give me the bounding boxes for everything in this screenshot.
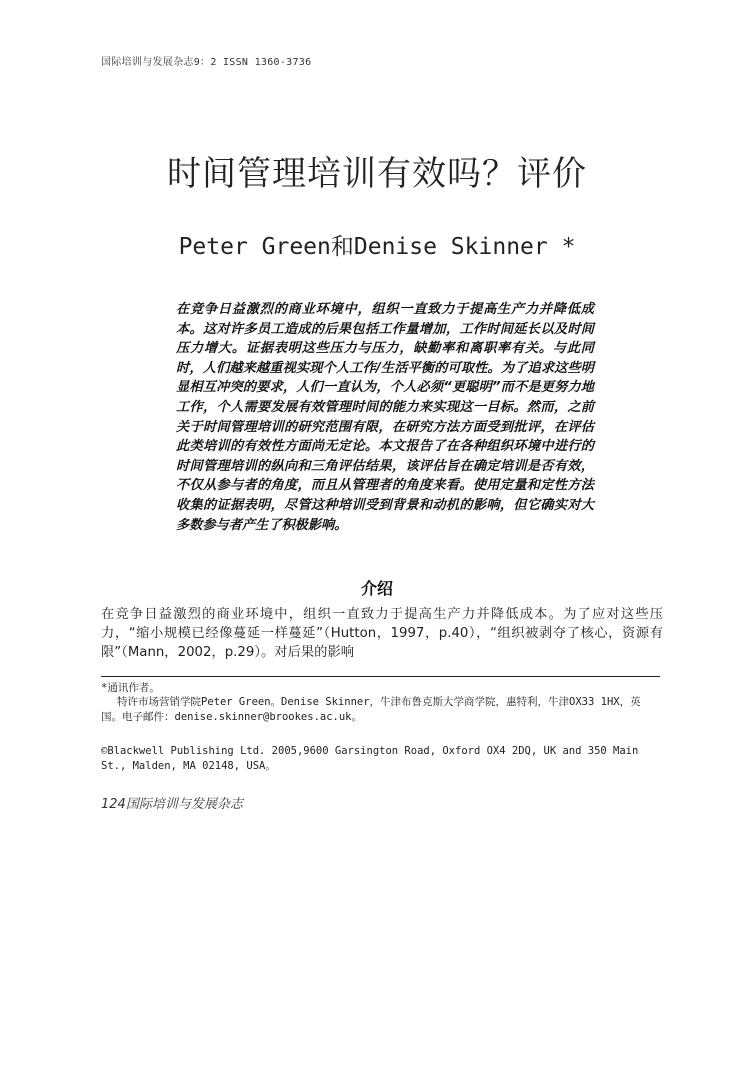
- intro-paragraph: 在竞争日益激烈的商业环境中，组织一直致力于提高生产力并降低成本。为了应对这些压力，“缩小规模已经像蔓延一样蔓延”（Hutton，1997，p.40），“组织被剥夺了核心，资源有限”（Mann，2002，p.29）。对后果的影响: [101, 607, 663, 660]
- journal-header: 国际培训与发展杂志9：2 ISSN 1360-3736: [101, 57, 312, 68]
- footnote-divider: [101, 676, 660, 677]
- abstract: 在竞争日益激烈的商业环境中，组织一直致力于提高生产力并降低成本。这对许多员工造成的后果包括工作量增加，工作时间延长以及时间压力增大。证据表明这些压力与压力，缺勤率和离职率有关。与此同时，人们越来越重视实现个人工作/生活平衡的可取性。为了追求这些明显相互冲突的要求，人们一直认为，个人必须“更聪明”而不是更努力地工作，个人需要发展有效管理时间的能力来实现这一目标。然而，之前关于时间管理培训的研究范围有限，在研究方法方面受到批评，在评估此类培训的有效性方面尚无定论。本文报告了在各种组织环境中进行的时间管理培训的纵向和三角评估结果，该评估旨在确定培训是否有效，不仅从参与者的角度，而且从管理者的角度来看。使用定量和定性方法收集的证据表明，尽管这种培训受到背景和动机的影响，但它确实对大多数参与者产生了积极影响。: [176, 302, 594, 533]
- intro-heading: 介绍: [360, 579, 393, 598]
- page-footer: 124国际培训与发展杂志: [101, 797, 243, 812]
- copyright-notice: ©Blackwell Publishing Ltd. 2005,9600 Garsington Road, Oxford OX4 2DQ, UK and 350 Main St., Malden, MA 02148, USA。: [101, 745, 639, 772]
- article-title: 时间管理培训有效吗？评价: [167, 154, 587, 194]
- footnote-affiliation: 特许市场营销学院Peter Green。Denise Skinner，牛津布鲁克斯大学商学院，惠特利，牛津OX33 1HX，英国。电子邮件：denise.skinner@brookes.ac.uk。: [101, 696, 641, 723]
- article-authors: Peter Green和Denise Skinner *: [178, 234, 576, 260]
- footnote-correspondence: *通讯作者。: [101, 682, 160, 694]
